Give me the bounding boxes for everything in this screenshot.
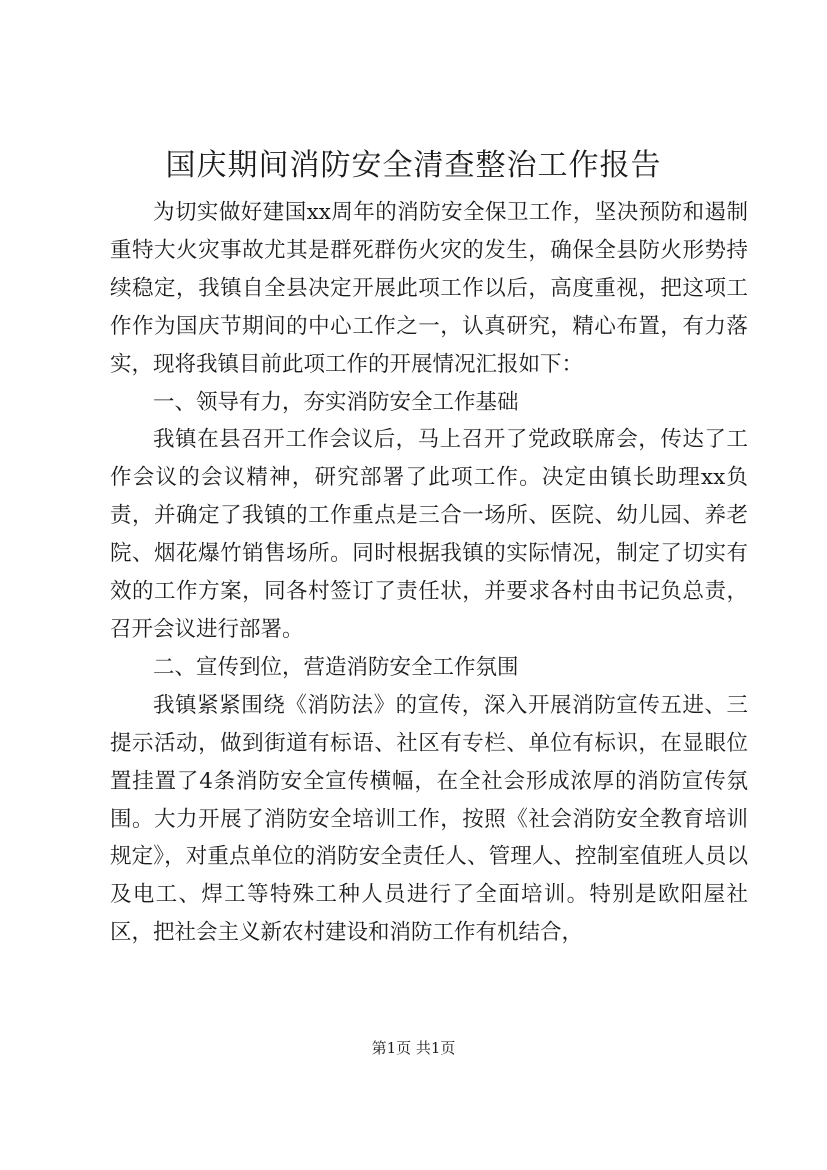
section-heading-1: 一、领导有力，夯实消防安全工作基础 (153, 389, 519, 415)
document-title: 国庆期间消防安全清查整治工作报告 (165, 148, 662, 183)
page-footer: 第1页 共1页 (371, 1039, 456, 1057)
section-1-paragraph: 我镇在县召开工作会议后，马上召开了党政联席会，传达了工作会议的会议精神，研究部署了此项工作。决定由镇长助理xx负责，并确定了我镇的工作重点是三合一场所、医院、幼儿园、养老院、烟花爆竹销售场所。同时根据我镇的实际情况，制定了切实有效的工作方案，同各村签订了责任状，并要求各村由书记负总责，召开会议进行部署。 (110, 427, 748, 642)
document-body (110, 194, 748, 952)
section-heading-2: 二、宣传到位，营造消防安全工作氛围 (153, 654, 519, 680)
section-2-paragraph: 我镇紧紧围绕《消防法》的宣传，深入开展消防宣传五进、三提示活动，做到街道有标语、社区有专栏、单位有标识，在显眼位置挂置了4条消防安全宣传横幅，在全社会形成浓厚的消防宣传氛围。大力开展了消防安全培训工作，按照《社会消防安全教育培训规定》，对重点单位的消防安全责任人、管理人、控制室值班人员以及电工、焊工等特殊工种人员进行了全面培训。特别是欧阳屋社区，把社会主义新农村建设和消防工作有机结合， (110, 692, 748, 946)
intro-paragraph: 为切实做好建国xx周年的消防安全保卫工作，坚决预防和遏制重特大火灾事故尤其是群死群伤火灾的发生，确保全县防火形势持续稳定，我镇自全县决定开展此项工作以后，高度重视，把这项工作作为国庆节期间的中心工作之一，认真研究，精心布置，有力落实，现将我镇目前此项工作的开展情况汇报如下： (110, 200, 748, 377)
